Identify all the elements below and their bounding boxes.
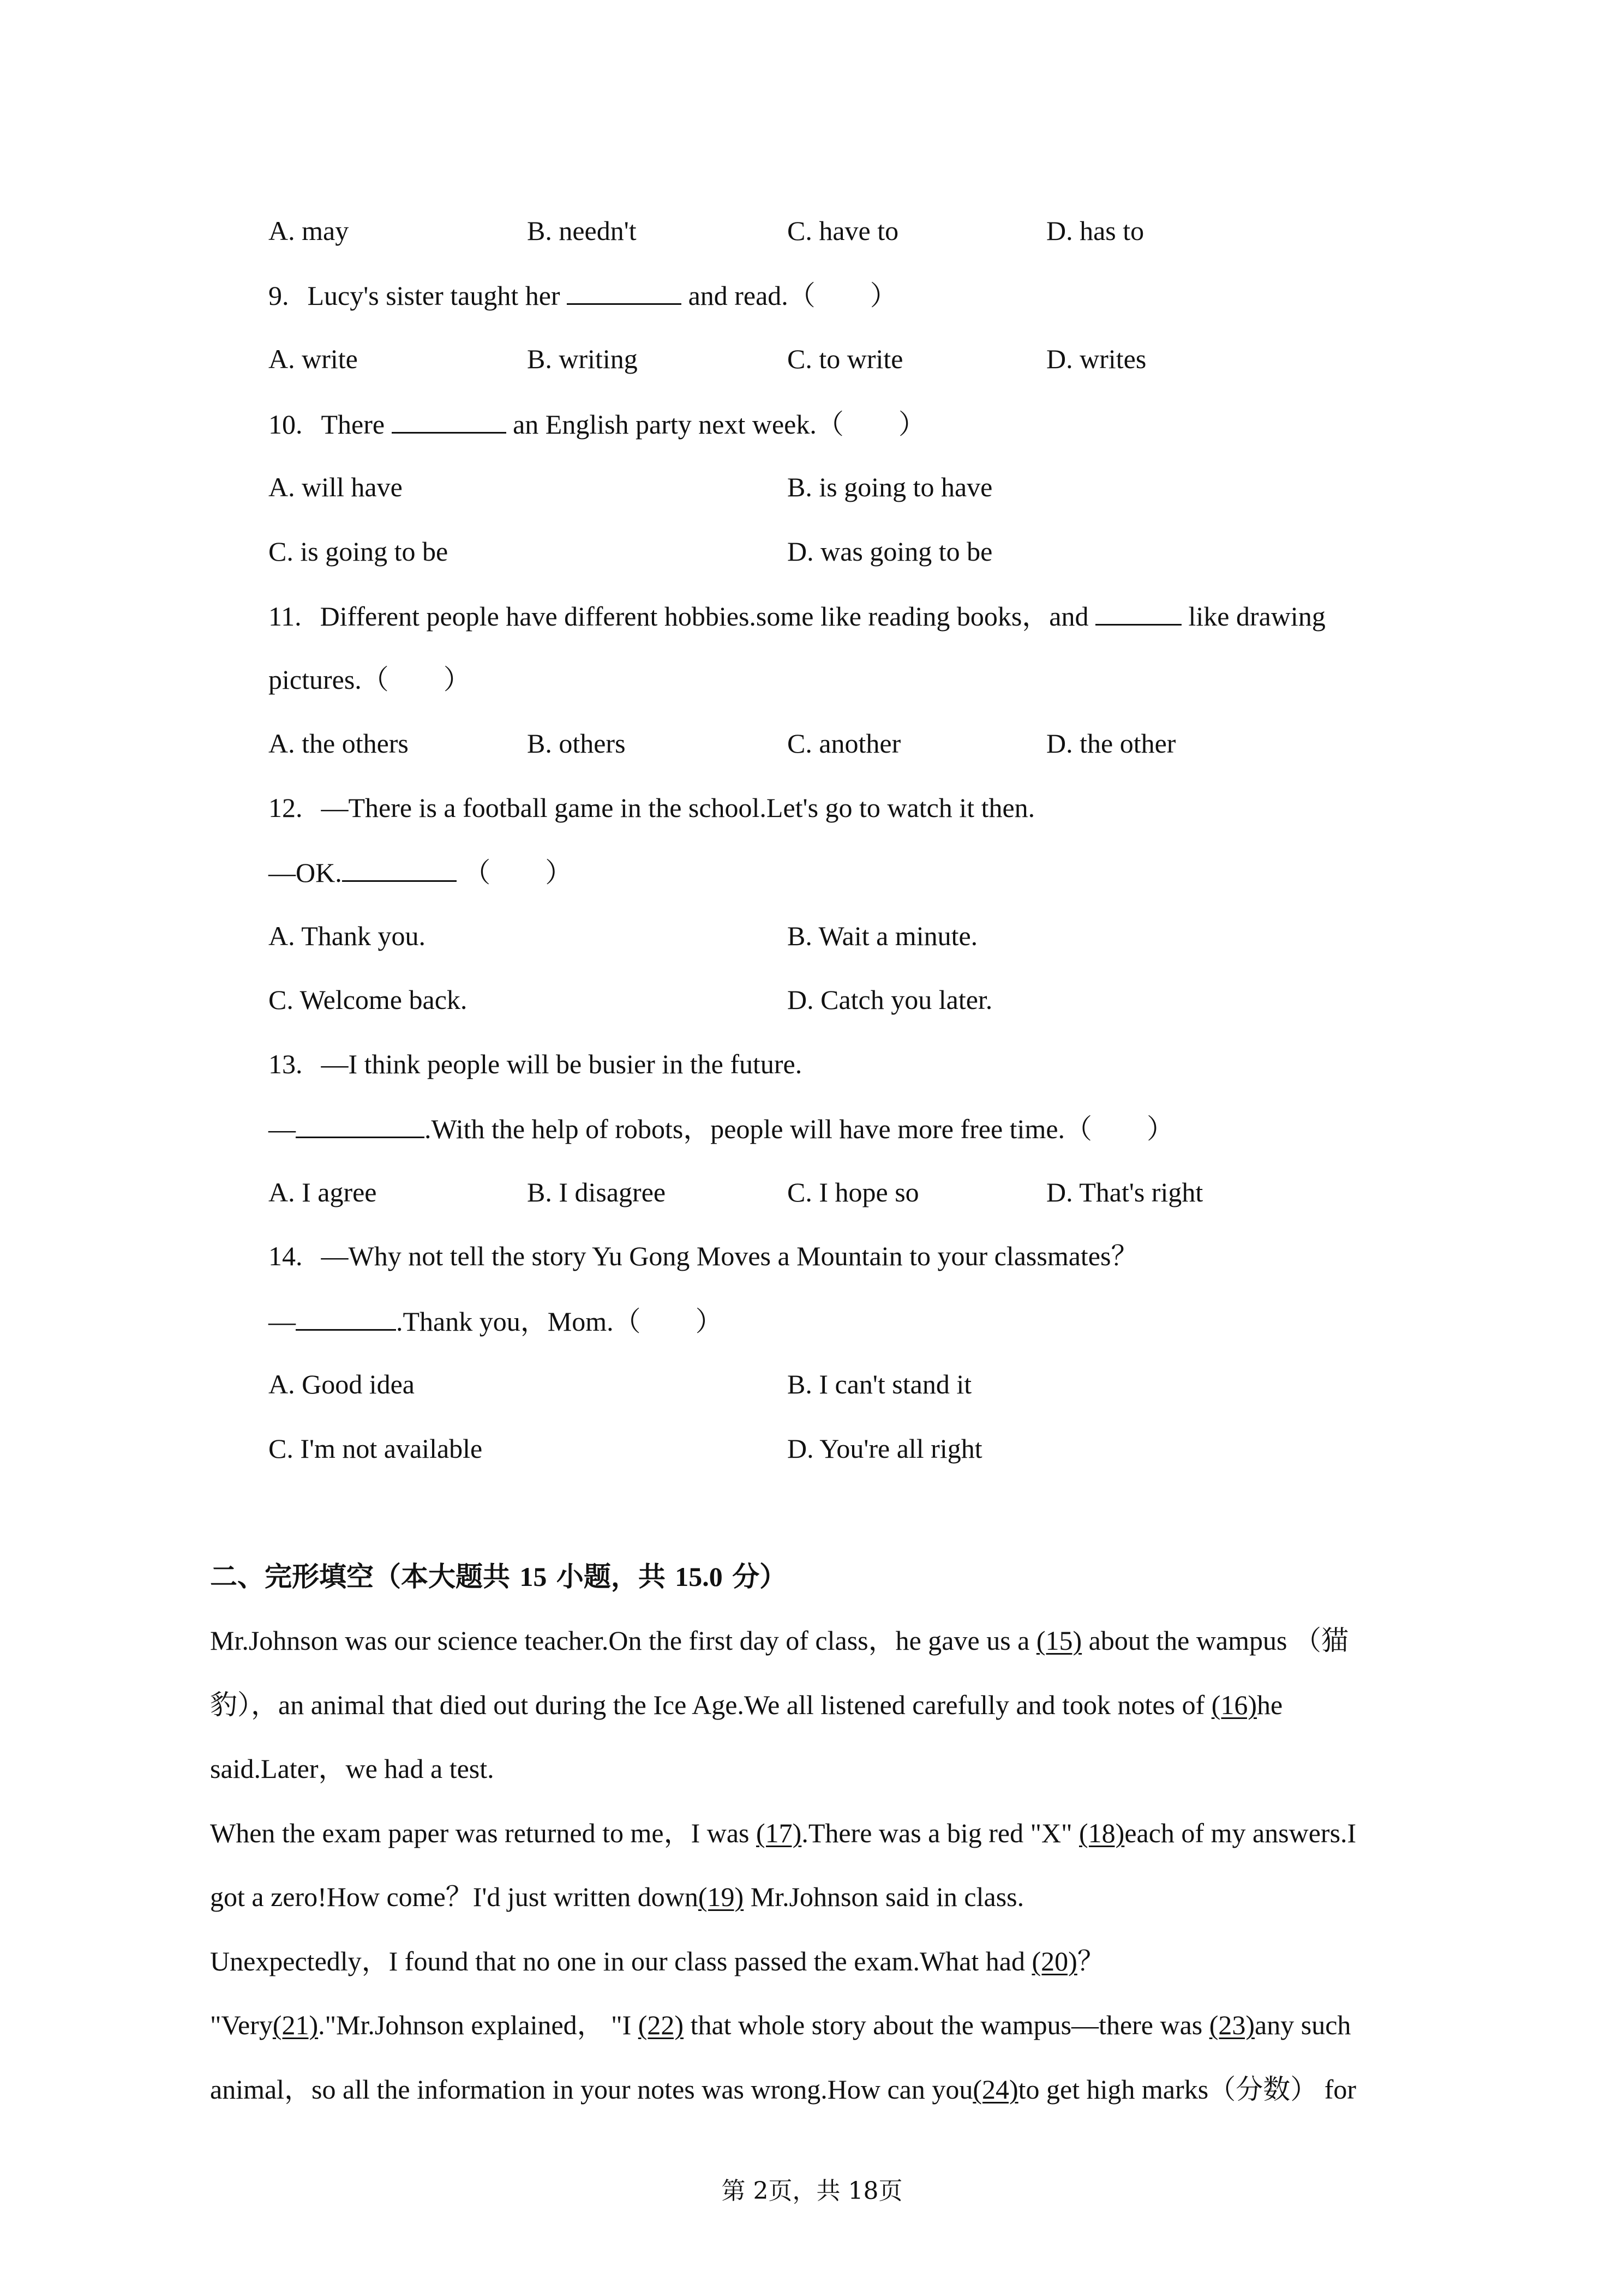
cloze-blank-22[interactable]: (22) [638, 2010, 684, 2040]
q9-option-c[interactable]: C. to write [787, 344, 903, 374]
q10-stem: 10. There an English party next week.（ ） [268, 407, 926, 441]
question-number: 14. [268, 1241, 303, 1271]
cloze-blank-15[interactable]: (15) [1036, 1625, 1082, 1656]
passage-line: animal，so all the information in your notes was wrong.How can you(24)to get high marks（分数） for [210, 2074, 1357, 2105]
question-number: 11. [268, 601, 302, 632]
q12-option-d[interactable]: D. Catch you later. [787, 984, 993, 1015]
answer-bracket: （ ） [613, 1306, 723, 1337]
q10-option-a[interactable]: A. will have [268, 472, 403, 502]
q11-option-c[interactable]: C. another [787, 728, 901, 759]
passage-line: said.Later，we had a test. [210, 1753, 494, 1784]
q12-reply: —OK. （ ） [268, 855, 572, 889]
q10-option-d[interactable]: D. was going to be [787, 536, 993, 567]
q8-option-b[interactable]: B. needn't [527, 215, 637, 246]
q13-stem: 13. —I think people will be busier in the future. [268, 1049, 802, 1079]
question-number: 9. [268, 280, 289, 311]
q11-stem-continued: pictures.（ ） [268, 664, 471, 695]
cloze-blank-18[interactable]: (18) [1079, 1818, 1125, 1848]
answer-bracket: （ ） [463, 857, 573, 888]
passage-line: When the exam paper was returned to me，I was (17).There was a big red "X" (18)each of my answers.I [210, 1818, 1357, 1848]
q11-stem: 11. Different people have different hobbies.some like reading books，and like drawing [268, 599, 1326, 633]
answer-blank [567, 278, 681, 305]
q8-option-d[interactable]: D. has to [1046, 215, 1144, 246]
q12-option-b[interactable]: B. Wait a minute. [787, 921, 978, 951]
answer-bracket: （ ） [816, 409, 926, 440]
q14-stem: 14. —Why not tell the story Yu Gong Moves a Mountain to your classmates？ [268, 1241, 1138, 1271]
page-footer: 第 2页，共 18页 [721, 2177, 903, 2205]
passage-line: got a zero!How come？I'd just written down(19) Mr.Johnson said in class. [210, 1882, 1024, 1912]
q8-option-c[interactable]: C. have to [787, 215, 899, 246]
cloze-blank-19[interactable]: (19) [698, 1882, 744, 1912]
q14-option-b[interactable]: B. I can't stand it [787, 1369, 972, 1399]
q9-stem: 9. Lucy's sister taught her and read.（ ） [268, 278, 897, 312]
q13-option-c[interactable]: C. I hope so [787, 1177, 919, 1207]
section-score: 15.0 [675, 1561, 723, 1592]
q14-option-d[interactable]: D. You're all right [787, 1433, 982, 1464]
cloze-blank-23[interactable]: (23) [1209, 2010, 1255, 2040]
passage-line: "Very(21)."Mr.Johnson explained， "I (22) that whole story about the wampus—there was (23)any such [210, 2010, 1351, 2040]
answer-blank [1095, 599, 1182, 626]
q11-option-a[interactable]: A. the others [268, 728, 409, 759]
q11-option-d[interactable]: D. the other [1046, 728, 1176, 759]
q12-stem: 12. —There is a football game in the school.Let's go to watch it then. [268, 792, 1035, 823]
q10-option-b[interactable]: B. is going to have [787, 472, 993, 502]
answer-bracket: （ ） [361, 664, 471, 695]
answer-blank [392, 407, 506, 434]
question-number: 10. [268, 409, 303, 440]
q10-option-c[interactable]: C. is going to be [268, 536, 448, 567]
passage-line: Mr.Johnson was our science teacher.On the first day of class，he gave us a (15) about the wampus （猫 [210, 1625, 1349, 1656]
answer-bracket: （ ） [1065, 1114, 1174, 1144]
q14-reply: — .Thank you，Mom.（ ） [268, 1304, 723, 1338]
q13-option-a[interactable]: A. I agree [268, 1177, 377, 1207]
cloze-blank-24[interactable]: (24) [973, 2074, 1018, 2105]
q14-option-a[interactable]: A. Good idea [268, 1369, 415, 1399]
q12-option-a[interactable]: A. Thank you. [268, 921, 426, 951]
passage-line: 豹），an animal that died out during the Ice Age.We all listened carefully and took notes of (16)he [210, 1690, 1283, 1720]
answer-blank [342, 855, 457, 882]
q9-option-d[interactable]: D. writes [1046, 344, 1147, 374]
cloze-blank-16[interactable]: (16) [1211, 1690, 1257, 1720]
q11-option-b[interactable]: B. others [527, 728, 626, 759]
q13-reply: — .With the help of robots，people will have more free time.（ ） [268, 1111, 1174, 1145]
q8-option-a[interactable]: A. may [268, 215, 349, 246]
cloze-blank-17[interactable]: (17) [756, 1818, 802, 1848]
answer-blank [296, 1111, 424, 1138]
passage-line: Unexpectedly，I found that no one in our class passed the exam.What had (20)？ [210, 1946, 1105, 1976]
question-count: 15 [519, 1561, 547, 1592]
question-number: 13. [268, 1049, 303, 1079]
answer-blank [296, 1304, 396, 1331]
q12-option-c[interactable]: C. Welcome back. [268, 984, 468, 1015]
answer-bracket: （ ） [788, 280, 897, 311]
q14-option-c[interactable]: C. I'm not available [268, 1433, 483, 1464]
q13-option-d[interactable]: D. That's right [1046, 1177, 1203, 1207]
question-number: 12. [268, 792, 303, 823]
section-title: 二、完形填空（本大题共 15 小题，共 15.0 分） [210, 1561, 787, 1592]
cloze-blank-20[interactable]: (20) [1032, 1946, 1077, 1976]
q13-option-b[interactable]: B. I disagree [527, 1177, 666, 1207]
q9-option-a[interactable]: A. write [268, 344, 358, 374]
q9-option-b[interactable]: B. writing [527, 344, 638, 374]
cloze-blank-21[interactable]: (21) [272, 2010, 319, 2040]
